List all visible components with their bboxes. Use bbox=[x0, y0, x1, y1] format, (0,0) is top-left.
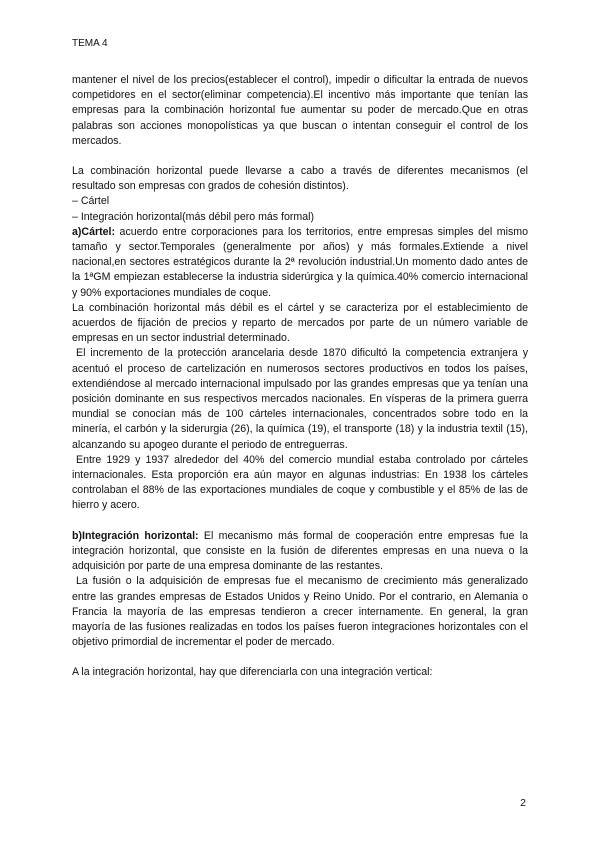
document-header: TEMA 4 bbox=[72, 38, 108, 49]
section-a-label: a)Cártel: bbox=[72, 225, 115, 238]
paragraph-intro: mantener el nivel de los precios(establecer el control), impedir o dificultar la entrada de nuevos competidores en el sector(eliminar competencia).El incentivo más importante que tenían las empresas para la combinación horizontal fue aumentar su poder de mercado.Que en otras palabras son acciones monopolísticas ya que buscan o intentan conseguir el control de los mercados. bbox=[72, 74, 528, 147]
section-b-label: b)Integración horizontal: bbox=[72, 529, 199, 542]
section-a-text: acuerdo entre corporaciones para los territorios, entre empresas simples del mismo tamaño y sector.Temporales (generalmente por años) y más formales.Extiende a nivel nacional,en sectores estratégicos durante la 2ª revolución industrial.Un momento dado antes de la 1ªGM empiezan establecerse la industria siderúrgica y la química.40% comercio internacional y 90% exportaciones mundiales de coque. bbox=[72, 225, 528, 299]
list-item-cartel: – Cártel bbox=[72, 195, 110, 208]
paragraph-cartel-definition: La combinación horizontal más débil es el cártel y se caracteriza por el establecimiento de acuerdos de fijación de precios y reparto de mercados por parte de un número variable de empresas en un sector industrial determinado. bbox=[72, 301, 528, 345]
page-number: 2 bbox=[520, 797, 526, 809]
paragraph-mergers: La fusión o la adquisición de empresas fue el mecanismo de crecimiento más generalizado entre las grandes empresas de Estados Unidos y Reino Unido. Por el contrario, en Alemania o Francia la mayoría de las empresas tendieron a crecer internamente. En general, la gran mayoría de las fusiones realizadas en todos los países fueron integraciones horizontales con el objetivo primordial de incrementar el poder de mercado. bbox=[72, 575, 528, 649]
section-b-text: El mecanismo más formal de cooperación entre empresas fue la integración horizontal, que consiste en la fusión de diferentes empresas en una nueva o la adquisición por parte de una empresa dominante de las restantes. bbox=[72, 529, 528, 573]
paragraph-mechanisms: La combinación horizontal puede llevarse a cabo a través de diferentes mecanismos (el resultado son empresas con grados de cohesión distintos). bbox=[72, 165, 528, 193]
list-item-horizontal-integration: – Integración horizontal(más débil pero más formal) bbox=[72, 210, 315, 223]
paragraph-tariff-protection: El incremento de la protección arancelaria desde 1870 dificultó la competencia extranjera y acentuó el proceso de cartelización en numerosos sectores productivos en todos los países, extendiéndose al mercado internacional impulsado por las grandes empresas que ya tenían una posición dominante en sus respectivos mercados nacionales. En vísperas de la primera guerra mundial se conocían más de 100 cárteles internacionales, concentrados sobre todo en la minería, el carbón y la siderurgia (26), la química (19), el transporte (18) y la industria textil (15), alcanzando su apogeo durante el periodo de entreguerras. bbox=[72, 347, 528, 451]
section-a-cartel bbox=[72, 225, 528, 301]
paragraph-vertical-integration: A la integración horizontal, hay que diferenciarla con una integración vertical: bbox=[72, 666, 433, 679]
paragraph-international-cartels: Entre 1929 y 1937 alrededor del 40% del comercio mundial estaba controlado por cárteles internacionales. Esta proporción era aún mayor en algunas industrias: En 1938 los cárteles controlaban el 88% de las exportaciones mundiales de coque y combustible y el 85% de las de hierro y acero. bbox=[72, 453, 528, 512]
section-b-horizontal-integration bbox=[72, 529, 528, 575]
document-body bbox=[72, 73, 528, 681]
